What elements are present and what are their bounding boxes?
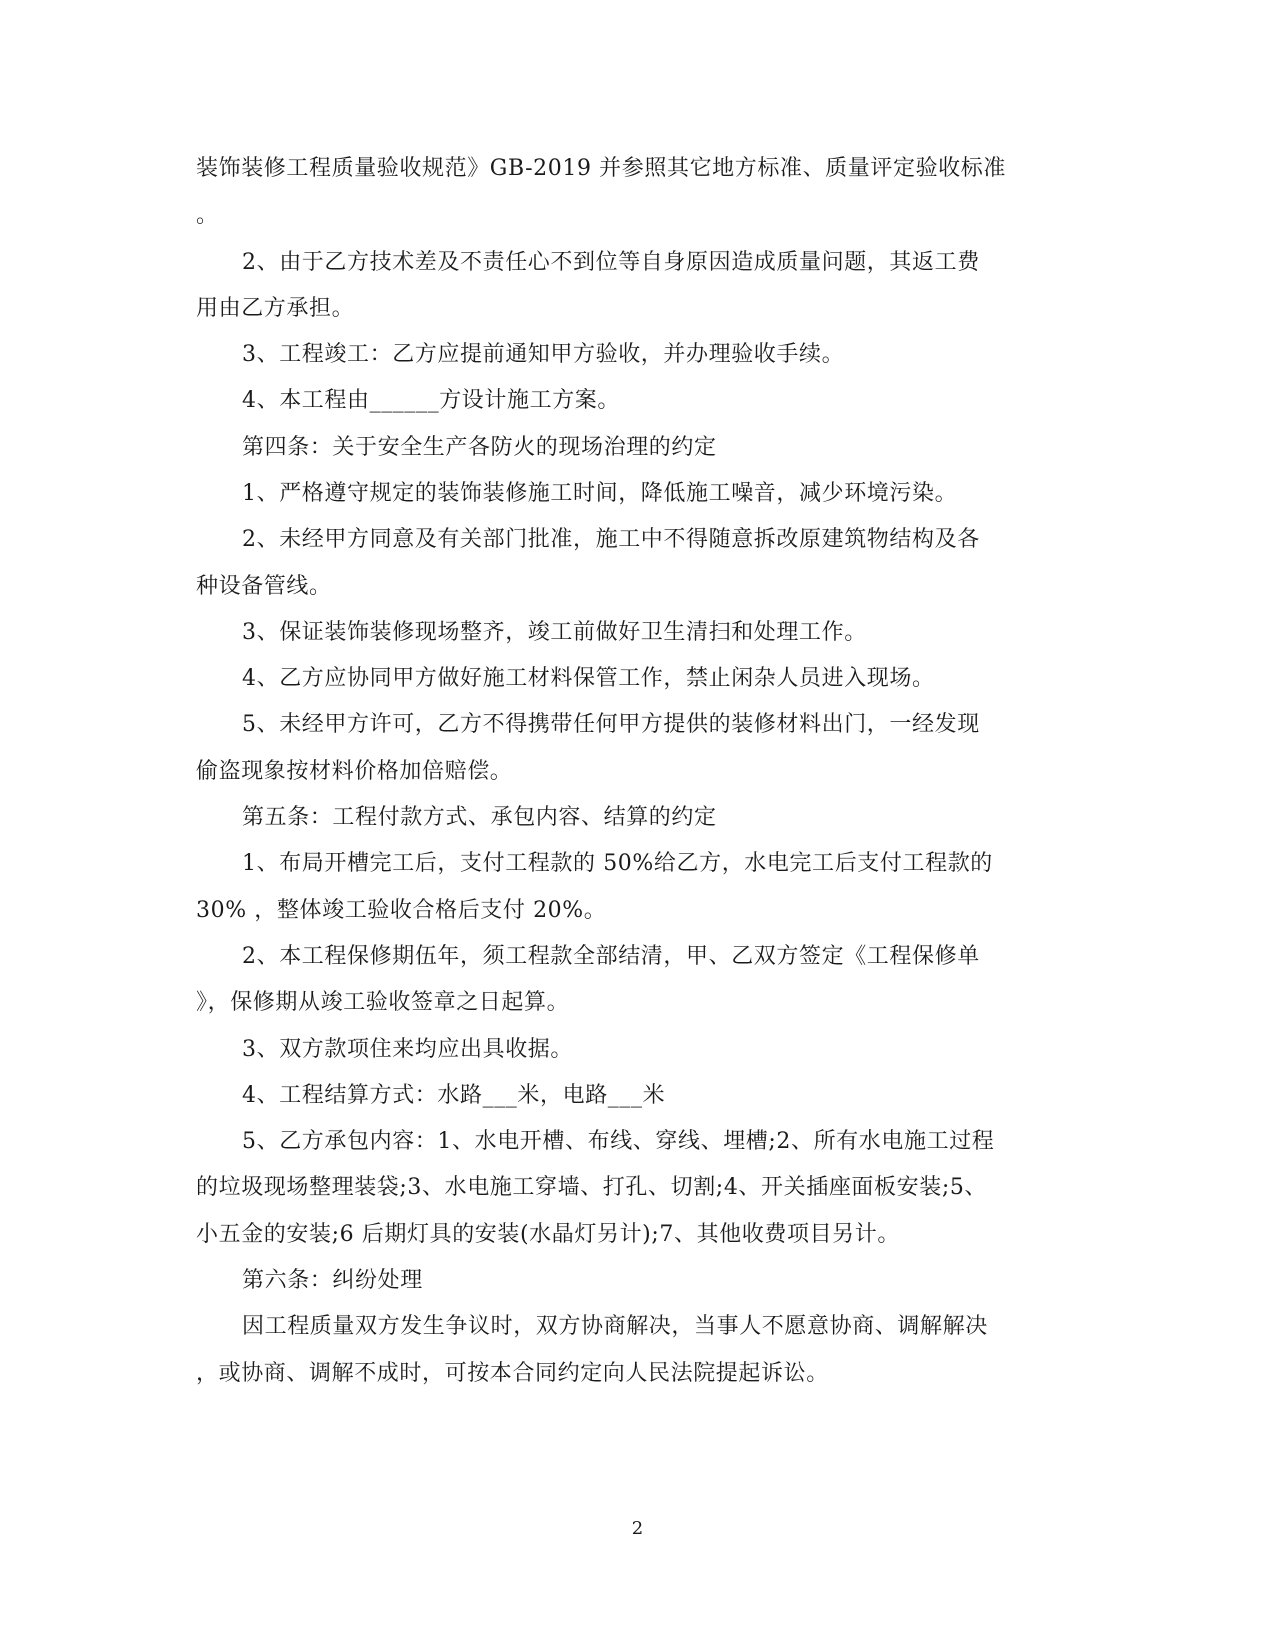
paragraph-line: 种设备管线。: [196, 574, 332, 599]
paragraph-line: 3、工程竣工：乙方应提前通知甲方验收，并办理验收手续。: [242, 342, 845, 367]
section-heading: 第五条：工程付款方式、承包内容、结算的约定: [242, 805, 717, 830]
paragraph-line: 1、布局开槽完工后，支付工程款的 50%给乙方，水电完工后支付工程款的: [242, 851, 993, 876]
paragraph-line: 小五金的安装;6 后期灯具的安装(水晶灯另计);7、其他收费项目另计。: [196, 1222, 900, 1247]
paragraph-line: 3、保证装饰装修现场整齐，竣工前做好卫生清扫和处理工作。: [242, 620, 867, 645]
page-number: 2: [631, 1518, 644, 1539]
paragraph-line: 》，保修期从竣工验收签章之日起算。: [196, 990, 570, 1015]
paragraph-line: 5、乙方承包内容：1、水电开槽、布线、穿线、埋槽;2、所有水电施工过程: [242, 1129, 995, 1154]
paragraph-line: 5、未经甲方许可，乙方不得携带任何甲方提供的装修材料出门，一经发现: [242, 712, 980, 737]
paragraph-line: 2、由于乙方技术差及不责任心不到位等自身原因造成质量问题，其返工费: [242, 250, 980, 275]
paragraph-line: 用由乙方承担。: [196, 296, 355, 321]
paragraph-line: 偷盗现象按材料价格加倍赔偿。: [196, 759, 513, 784]
paragraph-line: 因工程质量双方发生争议时，双方协商解决，当事人不愿意协商、调解解决: [242, 1314, 988, 1339]
paragraph-line: 2、本工程保修期伍年，须工程款全部结清，甲、乙双方签定《工程保修单: [242, 944, 980, 969]
paragraph-line: 装饰装修工程质量验收规范》GB-2019 并参照其它地方标准、质量评定验收标准: [196, 156, 1006, 181]
paragraph-line: 1、严格遵守规定的装饰装修施工时间，降低施工噪音，减少环境污染。: [242, 481, 958, 506]
paragraph-line: 2、未经甲方同意及有关部门批准，施工中不得随意拆改原建筑物结构及各: [242, 527, 980, 552]
paragraph-line: 30% ，整体竣工验收合格后支付 20%。: [196, 898, 607, 923]
section-heading: 第四条：关于安全生产各防火的现场治理的约定: [242, 435, 717, 460]
paragraph-line: 4、本工程由______方设计施工方案。: [242, 388, 620, 413]
paragraph-line: 的垃圾现场整理装袋;3、水电施工穿墙、打孔、切割;4、开关插座面板安装;5、: [196, 1175, 988, 1200]
paragraph-line: 4、乙方应协同甲方做好施工材料保管工作，禁止闲杂人员进入现场。: [242, 666, 935, 691]
paragraph-line: ，或协商、调解不成时，可按本合同约定向人民法院提起诉讼。: [196, 1361, 829, 1386]
paragraph-line: 。: [196, 203, 219, 228]
section-heading: 第六条：纠纷处理: [242, 1268, 423, 1293]
paragraph-line: 4、工程结算方式：水路___米，电路___米: [242, 1083, 666, 1108]
paragraph-line: 3、双方款项住来均应出具收据。: [242, 1037, 573, 1062]
